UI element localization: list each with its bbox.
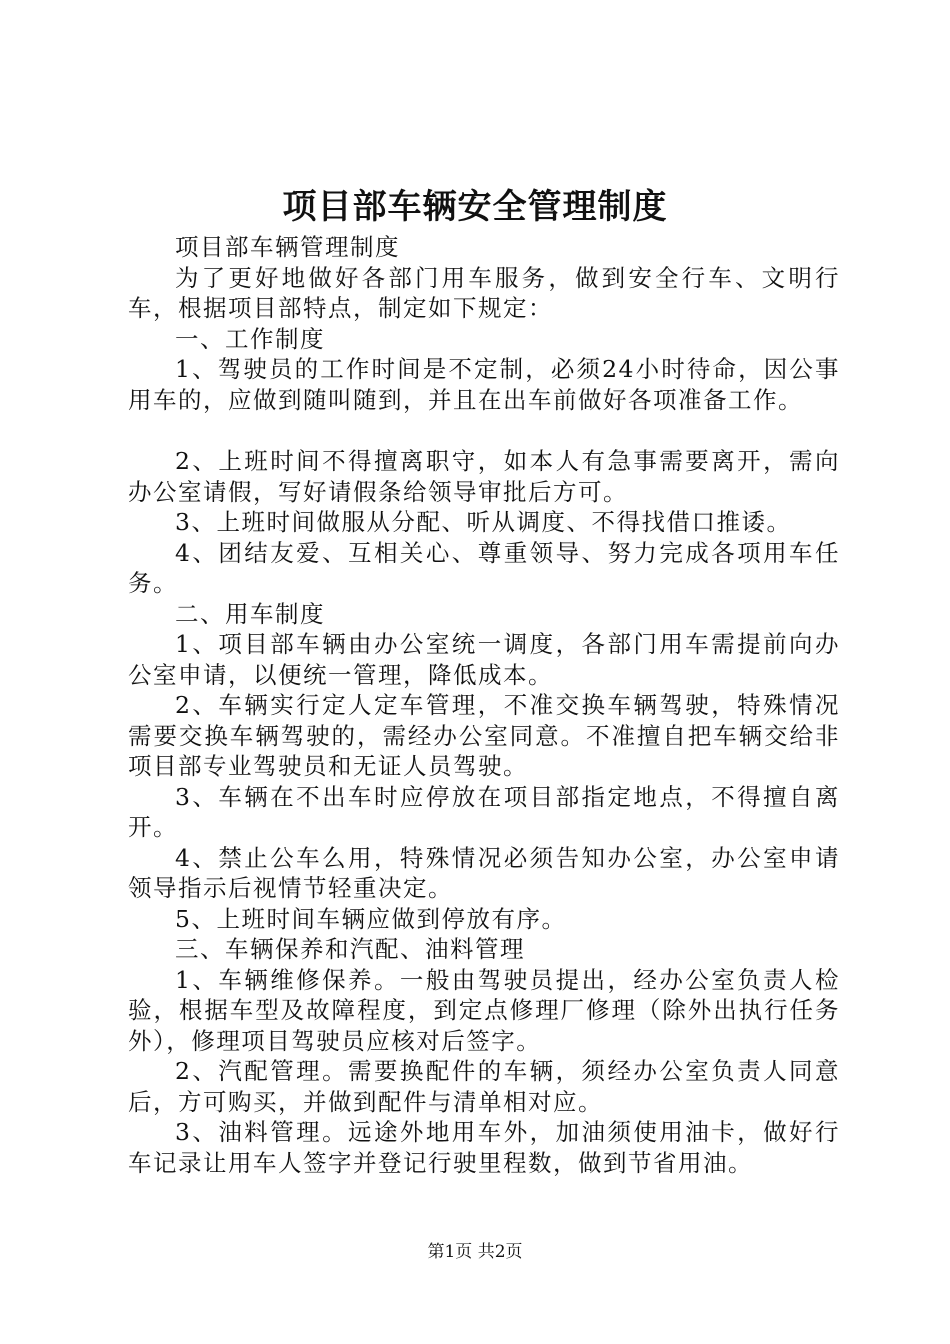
paragraph-usage-4: 4、禁止公车么用，特殊情况必须告知办公室，办公室申请领导指示后视情节轻重决定。 xyxy=(128,843,840,902)
paragraph-subtitle: 项目部车辆管理制度 xyxy=(175,233,400,261)
document-body xyxy=(128,232,840,1178)
section-heading-maintenance: 三、车辆保养和汽配、油料管理 xyxy=(175,935,525,963)
paragraph-usage-1: 1、项目部车辆由办公室统一调度，各部门用车需提前向办公室申请，以便统一管理，降低成本。 xyxy=(128,630,840,689)
paragraph-maintenance-3: 3、油料管理。远途外地用车外，加油须使用油卡，做好行车记录让用车人签字并登记行驶里程数，做到节省用油。 xyxy=(128,1118,840,1177)
section-heading-usage: 二、用车制度 xyxy=(175,599,325,628)
paragraph-work-4: 4、团结友爱、互相关心、尊重领导、努力完成各项用车任务。 xyxy=(128,538,840,597)
paragraph-usage-2: 2、车辆实行定人定车管理，不准交换车辆驾驶，特殊情况需要交换车辆驾驶的，需经办公室同意。不准擅自把车辆交给非项目部专业驾驶员和无证人员驾驶。 xyxy=(128,691,840,780)
paragraph-usage-3: 3、车辆在不出车时应停放在项目部指定地点，不得擅自离开。 xyxy=(128,782,840,841)
paragraph-work-3: 3、上班时间做服从分配、听从调度、不得找借口推诿。 xyxy=(175,508,792,536)
paragraph-intro: 为了更好地做好各部门用车服务，做到安全行车、文明行车，根据项目部特点，制定如下规定： xyxy=(128,263,840,322)
page-number-footer: 第1页 共2页 xyxy=(427,1242,523,1262)
paragraph-maintenance-2: 2、汽配管理。需要换配件的车辆，须经办公室负责人同意后，方可购买，并做到配件与清单相对应。 xyxy=(128,1057,840,1116)
paragraph-work-1: 1、驾驶员的工作时间是不定制，必须24小时待命，因公事用车的，应做到随叫随到，并且在出车前做好各项准备工作。 xyxy=(128,355,840,414)
paragraph-maintenance-1: 1、车辆维修保养。一般由驾驶员提出，经办公室负责人检验，根据车型及故障程度，到定点修理厂修理（除外出执行任务外），修理项目驾驶员应核对后签字。 xyxy=(128,965,840,1055)
paragraph-work-2: 2、上班时间不得擅离职守，如本人有急事需要离开，需向办公室请假，写好请假条给领导审批后方可。 xyxy=(128,447,840,506)
section-heading-work: 一、工作制度 xyxy=(175,324,325,353)
page-title: 项目部车辆安全管理制度 xyxy=(282,187,668,227)
paragraph-usage-5: 5、上班时间车辆应做到停放有序。 xyxy=(175,904,567,933)
